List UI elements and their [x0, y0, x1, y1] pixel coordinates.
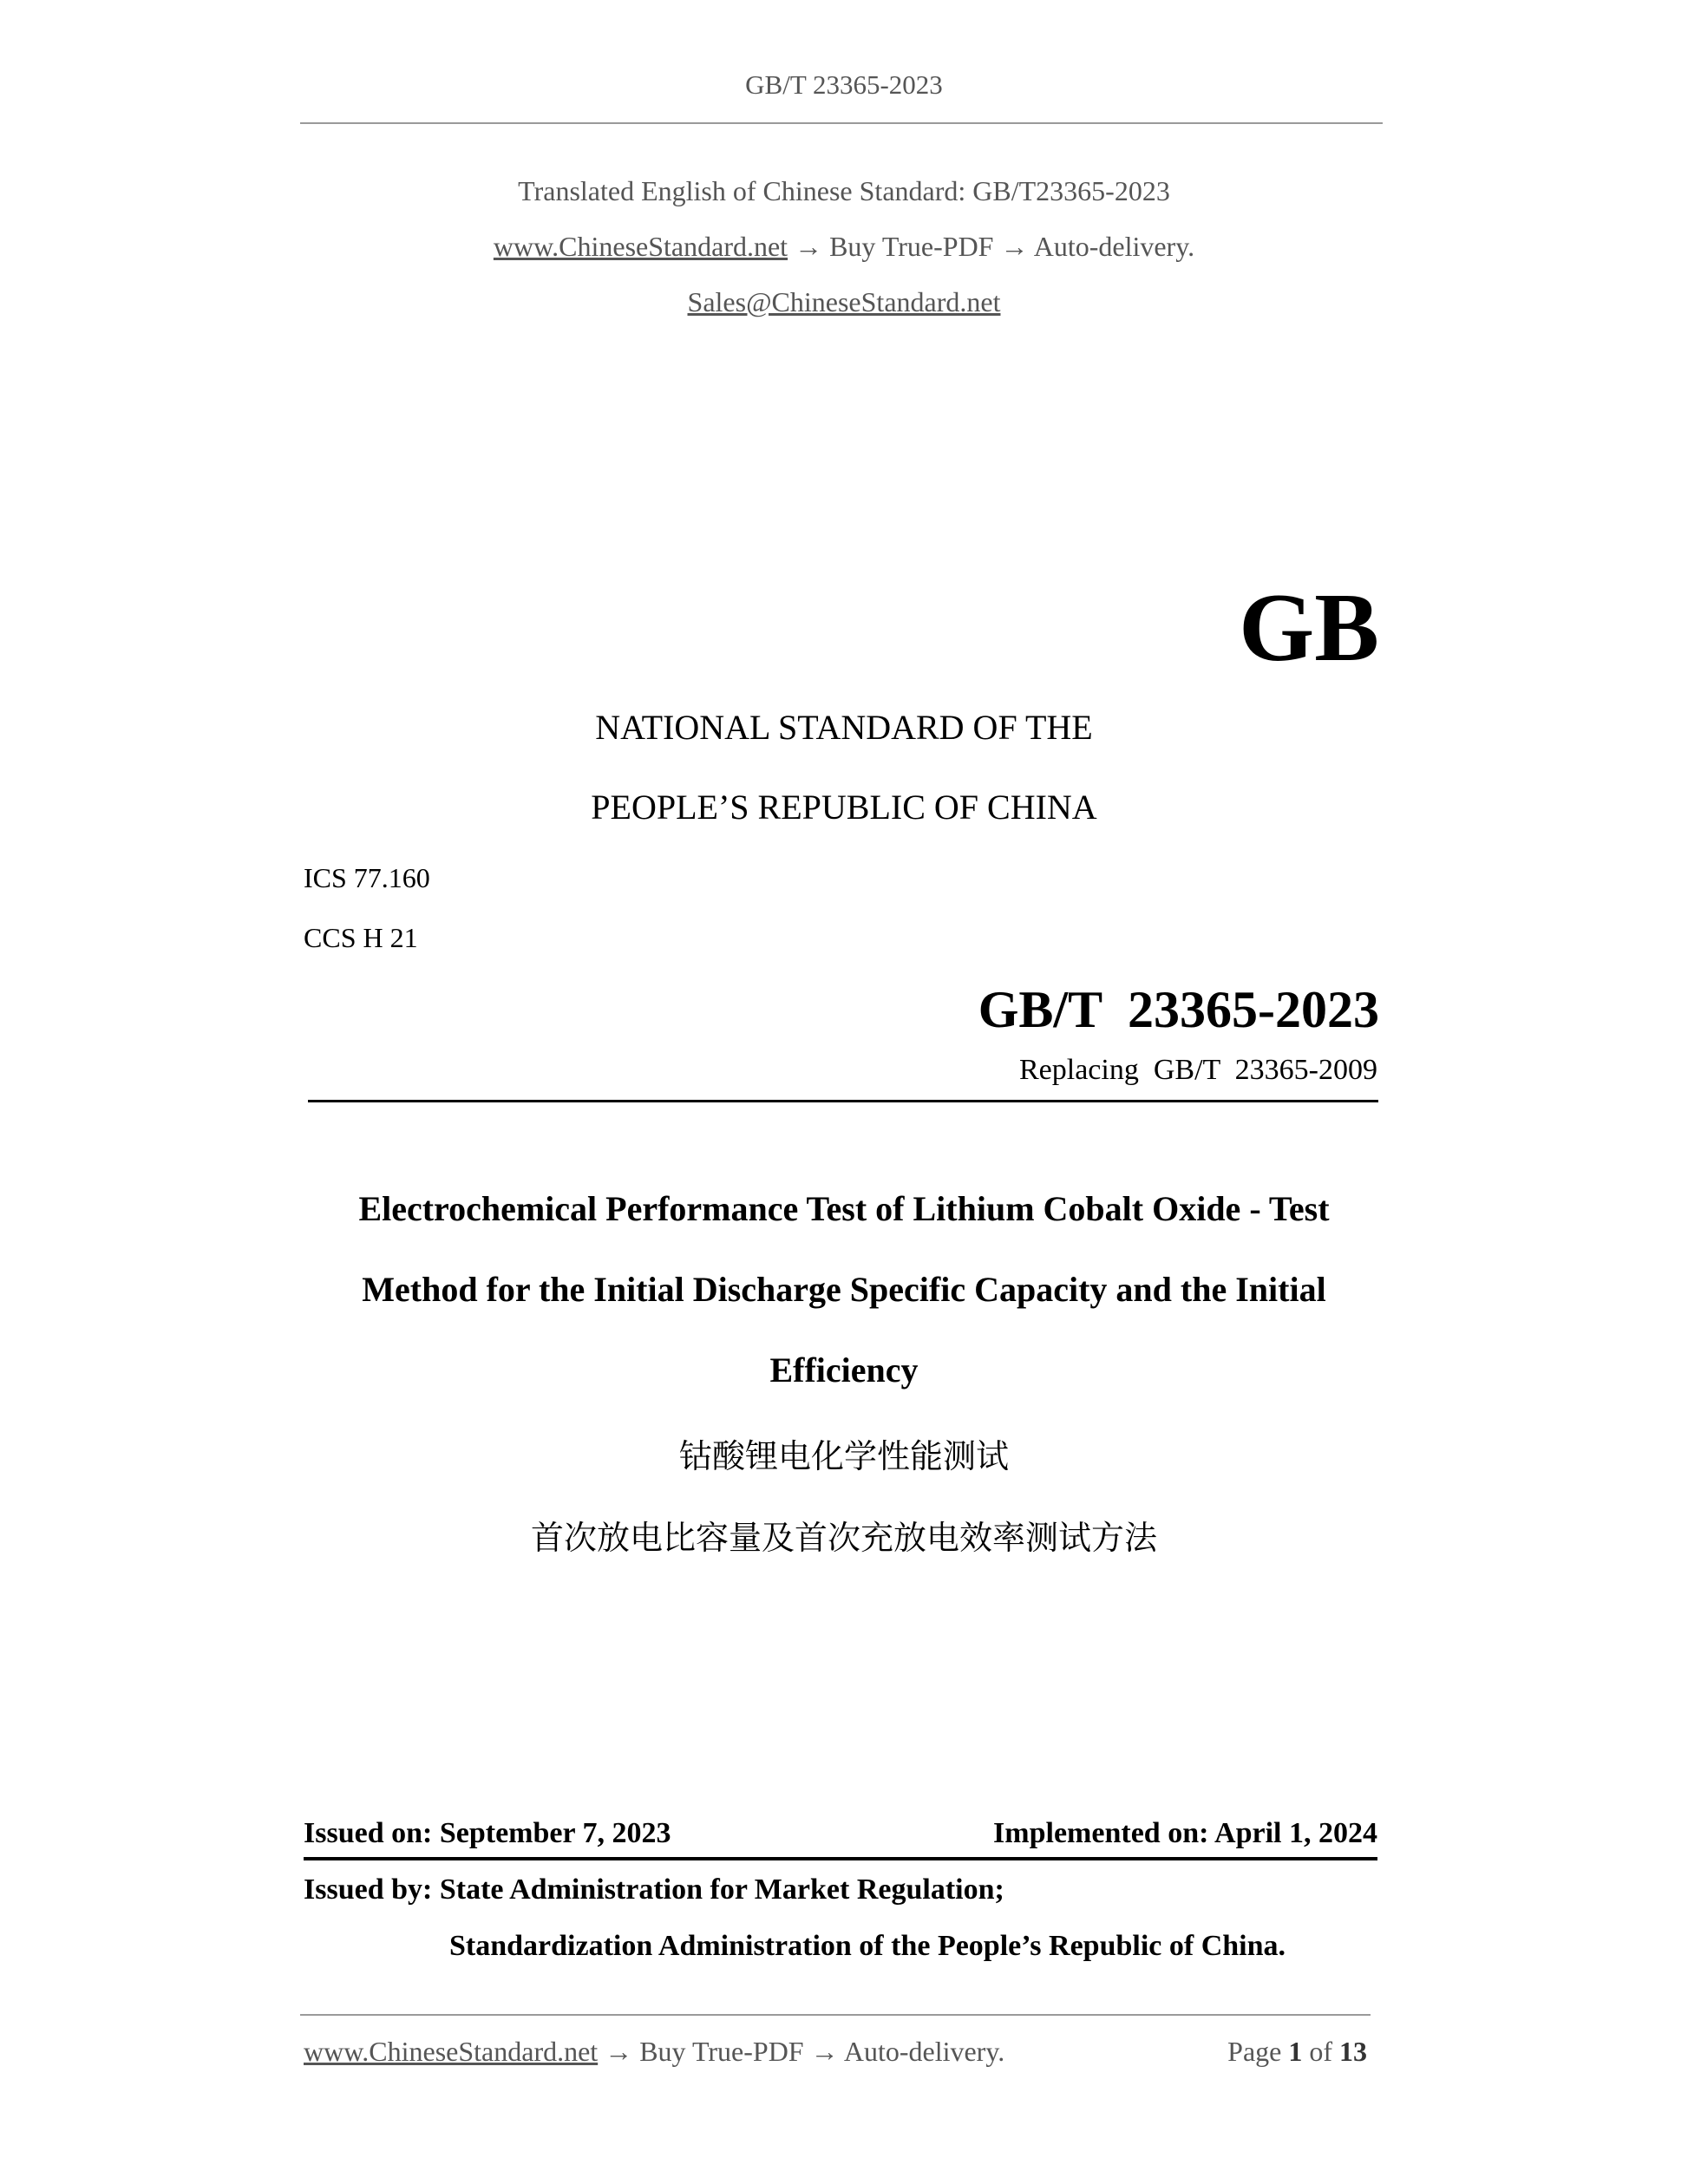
- replacing-standard: Replacing GB/T 23365-2009: [1019, 1054, 1377, 1086]
- site-link[interactable]: www.ChineseStandard.net: [493, 231, 788, 262]
- standard-number: GB/T 23365-2023: [978, 981, 1379, 1038]
- running-header: GB/T 23365-2023: [745, 69, 943, 100]
- issued-by: Issued by: State Administration for Market Regulation;: [304, 1873, 1004, 1906]
- title-zh-line1: 钴酸锂电化学性能测试: [678, 1437, 1009, 1475]
- title-en-line2: Method for the Initial Discharge Specific Capacity and the Initial: [362, 1270, 1326, 1309]
- issued-on: Issued on: September 7, 2023: [304, 1817, 671, 1849]
- page-current: 1: [1288, 2036, 1303, 2067]
- gb-mark: GB: [1239, 574, 1379, 682]
- page-total: 13: [1339, 2036, 1367, 2067]
- arrow-icon: →: [810, 2036, 839, 2067]
- title-zh-line2: 首次放电比容量及首次充放电效率测试方法: [530, 1519, 1157, 1557]
- buy-line: [0, 231, 1688, 263]
- footer-divider: [300, 2014, 1371, 2016]
- page-of: of: [1309, 2036, 1332, 2067]
- auto-delivery-text: Auto-delivery.: [1033, 231, 1195, 262]
- title-en-line3: Efficiency: [769, 1350, 919, 1390]
- footer-site-link[interactable]: www.ChineseStandard.net: [304, 2036, 599, 2067]
- buy-text: Buy True-PDF: [829, 231, 994, 262]
- header-divider: [300, 122, 1383, 124]
- arrow-icon: →: [605, 2036, 633, 2067]
- footer-buy-line: [304, 2036, 1004, 2068]
- arrow-icon: →: [1000, 231, 1029, 262]
- dates-divider: [304, 1857, 1377, 1860]
- issued-by-second: Standardization Administration of the People’s Republic of China.: [449, 1930, 1286, 1962]
- email-line: [0, 286, 1688, 318]
- title-en-line1: Electrochemical Performance Test of Lithium Cobalt Oxide - Test: [358, 1189, 1330, 1228]
- national-standard-line1: NATIONAL STANDARD OF THE: [595, 708, 1093, 747]
- number-divider: [308, 1100, 1378, 1102]
- page-indicator: [1041, 2036, 1367, 2068]
- footer-buy-text: Buy True-PDF: [639, 2036, 804, 2067]
- national-standard-line2: PEOPLE’S REPUBLIC OF CHINA: [591, 788, 1097, 827]
- arrow-icon: →: [795, 231, 823, 262]
- ics-code: ICS 77.160: [304, 862, 430, 893]
- email-link[interactable]: Sales@ChineseStandard.net: [687, 286, 1001, 317]
- page-label: Page: [1227, 2036, 1282, 2067]
- translated-notice: Translated English of Chinese Standard: GB/T23365-2023: [518, 175, 1170, 206]
- ccs-code: CCS H 21: [304, 922, 418, 953]
- implemented-on: Implemented on: April 1, 2024: [993, 1817, 1377, 1849]
- footer-auto-delivery-text: Auto-delivery.: [843, 2036, 1005, 2067]
